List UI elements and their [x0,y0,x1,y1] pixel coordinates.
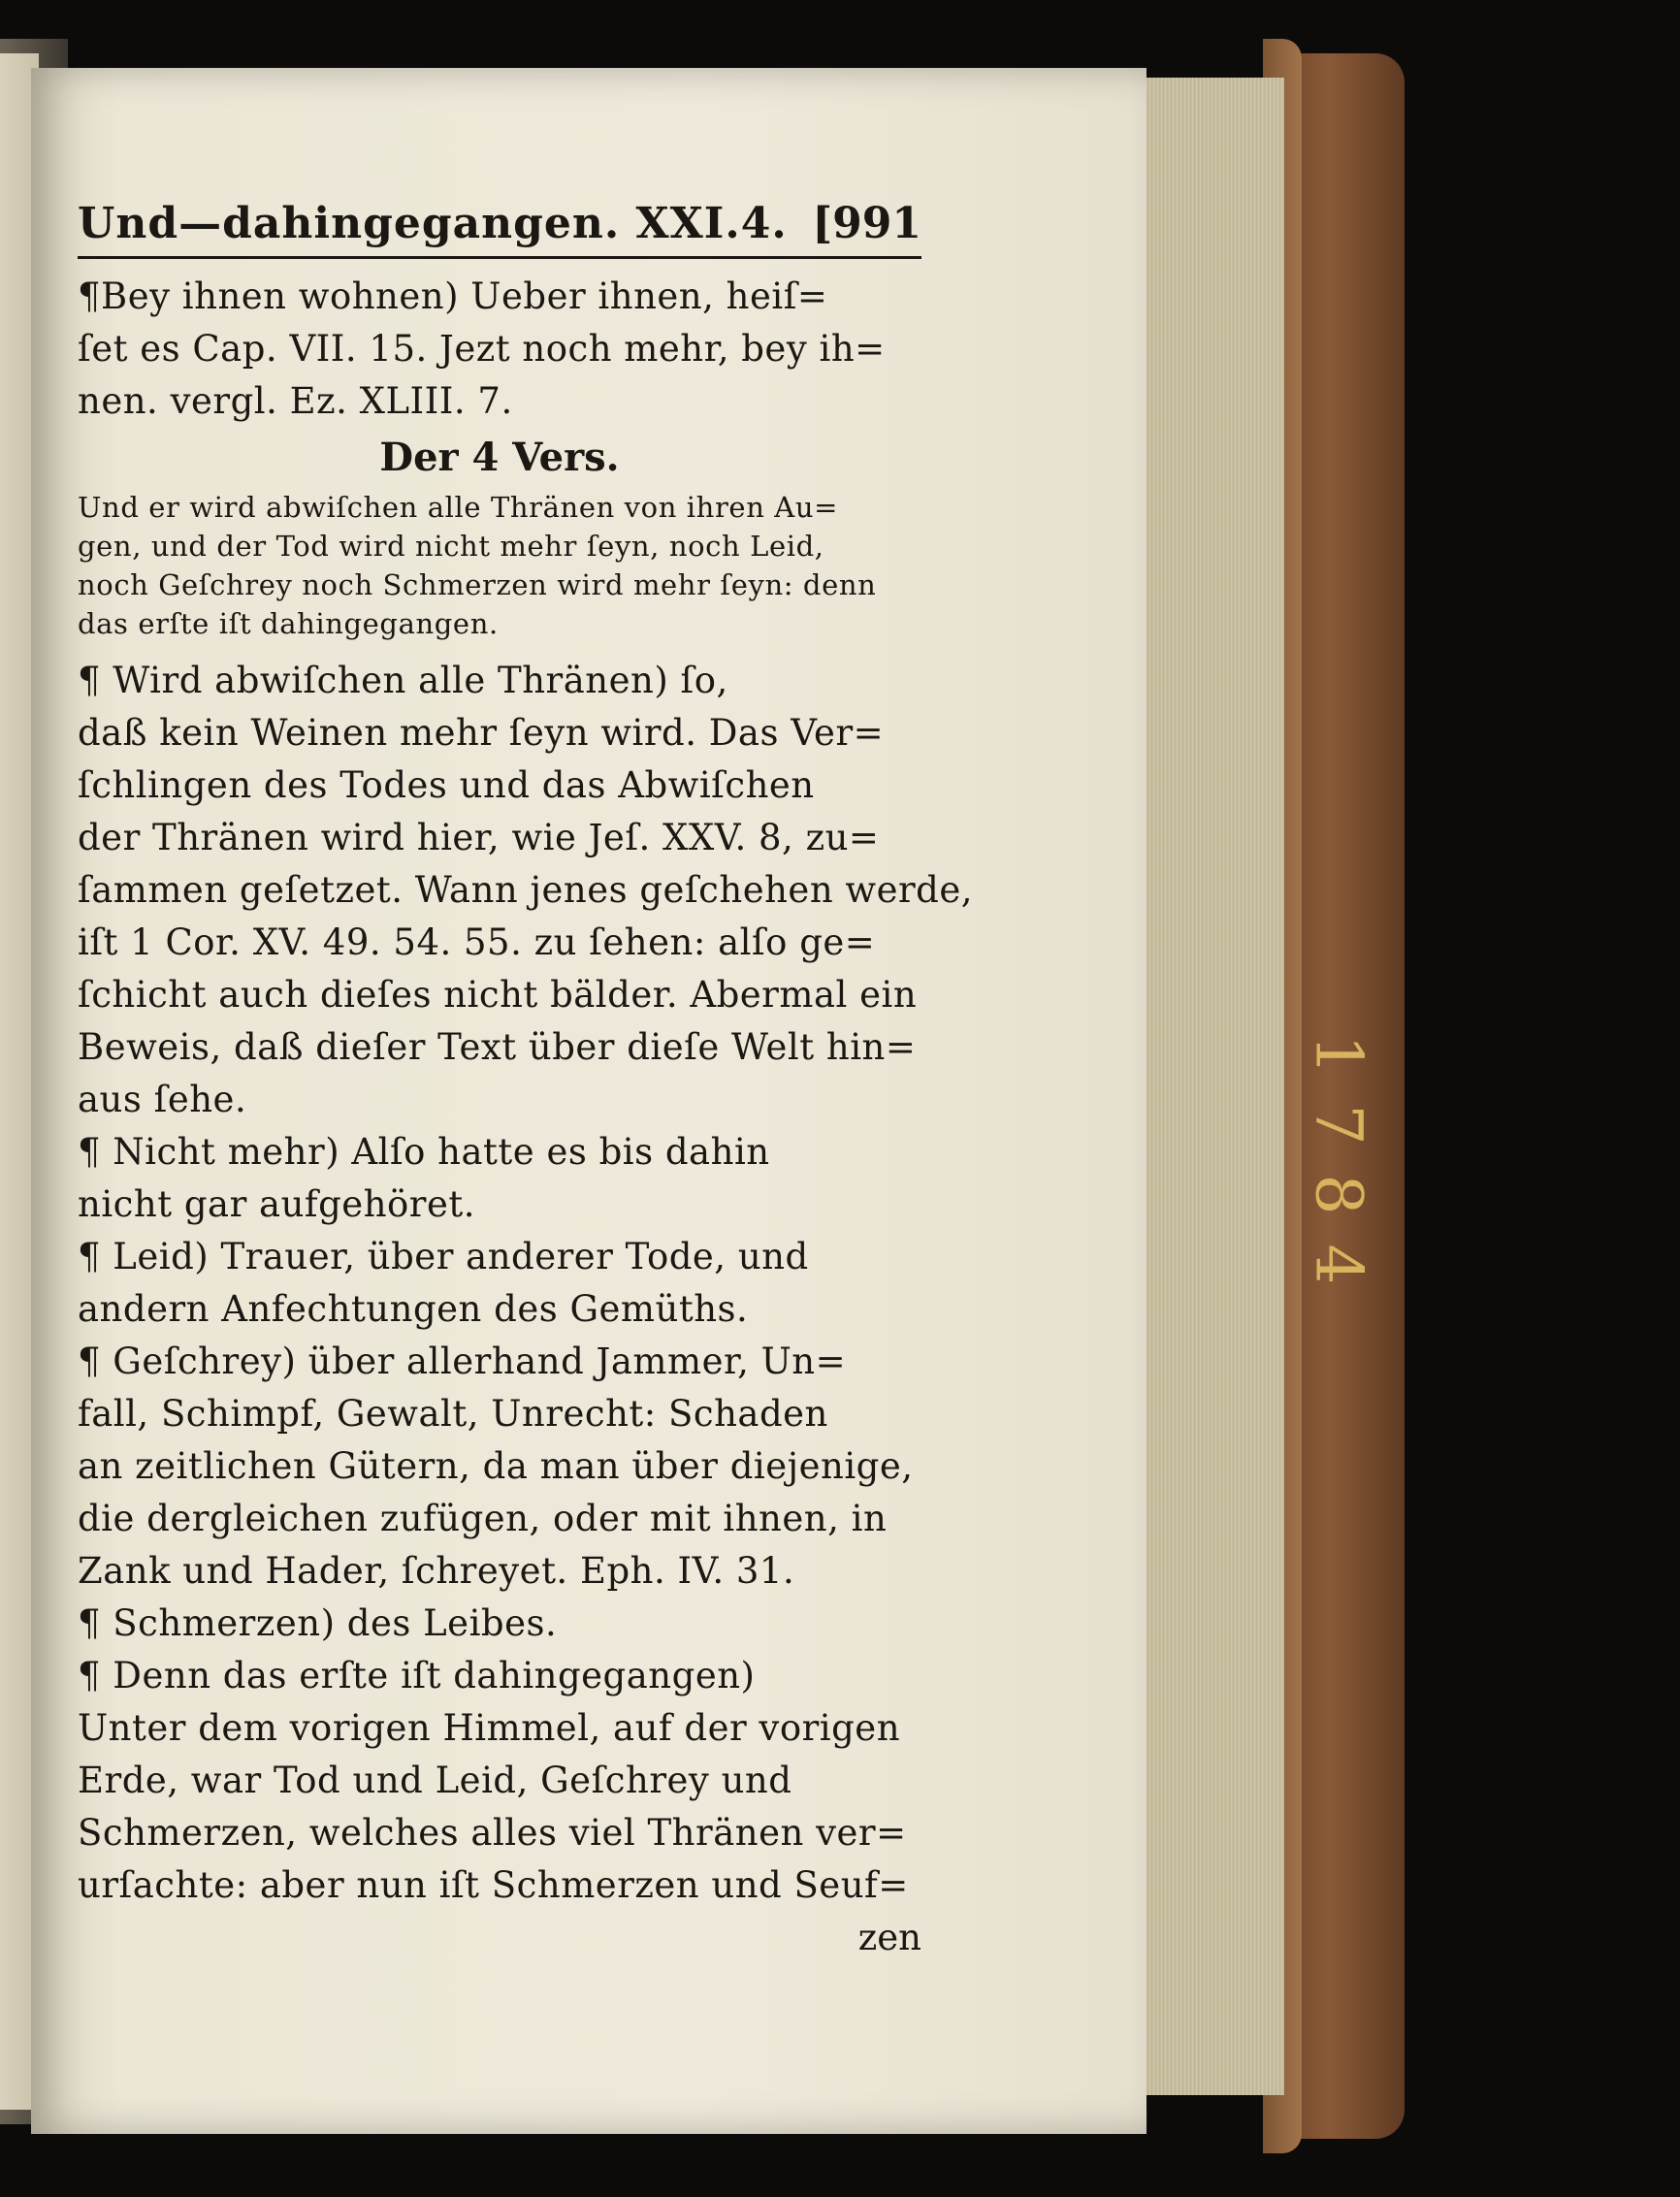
commentary-line: Unter dem vorigen Himmel, auf der vorigen [78,1707,901,1749]
verse-text [78,488,921,643]
commentary-line: ¶ Schmerzen) des Leibes. [78,1602,558,1644]
commentary-line: daß kein Weinen mehr ſeyn wird. Das Ver= [78,712,885,754]
commentary-line: urſachte: aber nun iſt Schmerzen und Seuf= [78,1864,909,1906]
page-fore-edge [1137,78,1284,2095]
commentary-line: die dergleichen zufügen, oder mit ihnen, in [78,1498,888,1539]
catchword: zen [857,1917,921,1958]
commentary-line: Beweis, daß dieſer Text über dieſe Welt hin= [78,1026,917,1068]
cover-year-text: 1784 [1301,1034,1376,1313]
verse-line: noch Geſchrey noch Schmerzen wird mehr ſeyn: denn [78,568,877,601]
text-line: ſet es Cap. VII. 15. Jezt noch mehr, bey ih= [78,328,886,370]
text-line: ¶Bey ihnen wohnen) Ueber ihnen, heiſ= [78,275,828,317]
commentary-line: aus ſehe. [78,1079,247,1120]
commentary-line: fall, Schimpf, Gewalt, Unrecht: Schaden [78,1393,828,1435]
commentary-line: ¶ Geſchrey) über allerhand Jammer, Un= [78,1341,847,1382]
commentary-line: Schmerzen, welches alles viel Thränen ver= [78,1812,907,1854]
cover-year-label [1301,902,1376,1445]
commentary-line: ¶ Leid) Trauer, über anderer Tode, und [78,1236,809,1277]
verse-line: das erſte iſt dahingegangen. [78,607,499,640]
paragraph-1 [78,271,921,428]
commentary-line: an zeitlichen Gütern, da man über diejenige, [78,1445,914,1487]
commentary-line: Zank und Hader, ſchreyet. Eph. IV. 31. [78,1550,795,1592]
commentary-line: der Thränen wird hier, wie Jeſ. XXV. 8, zu= [78,817,880,858]
commentary-line: ¶ Nicht mehr) Alſo hatte es bis dahin [78,1131,770,1173]
header-title: Und—dahingegangen. XXI.4. [78,199,788,248]
verse-line: gen, und der Tod wird nicht mehr ſeyn, noch Leid, [78,530,824,563]
verse-line: Und er wird abwiſchen alle Thränen von ihren Au= [78,491,839,524]
page-content [78,199,974,1964]
text-line: nen. vergl. Ez. XLIII. 7. [78,380,513,422]
commentary-line: ¶ Denn das erſte iſt dahingegangen) [78,1655,756,1696]
running-header [78,199,921,259]
commentary-line: ſchlingen des Todes und das Abwiſchen [78,764,815,806]
commentary-line: Erde, war Tod und Leid, Geſchrey und [78,1760,792,1801]
page-number: [991 [812,199,921,248]
commentary [78,655,974,1912]
commentary-line: nicht gar aufgehöret. [78,1183,476,1225]
commentary-line: iſt 1 Cor. XV. 49. 54. 55. zu ſehen: alſo ge= [78,921,876,963]
commentary-line: ¶ Wird abwiſchen alle Thränen) ſo, [78,660,728,701]
commentary-line: andern Anfechtungen des Gemüths. [78,1288,749,1330]
verse-heading: Der 4 Vers. [379,435,620,480]
commentary-line: ſchicht auch dieſes nicht bälder. Abermal ein [78,974,918,1016]
commentary-line: ſammen geſetzet. Wann jenes geſchehen werde, [78,869,974,911]
